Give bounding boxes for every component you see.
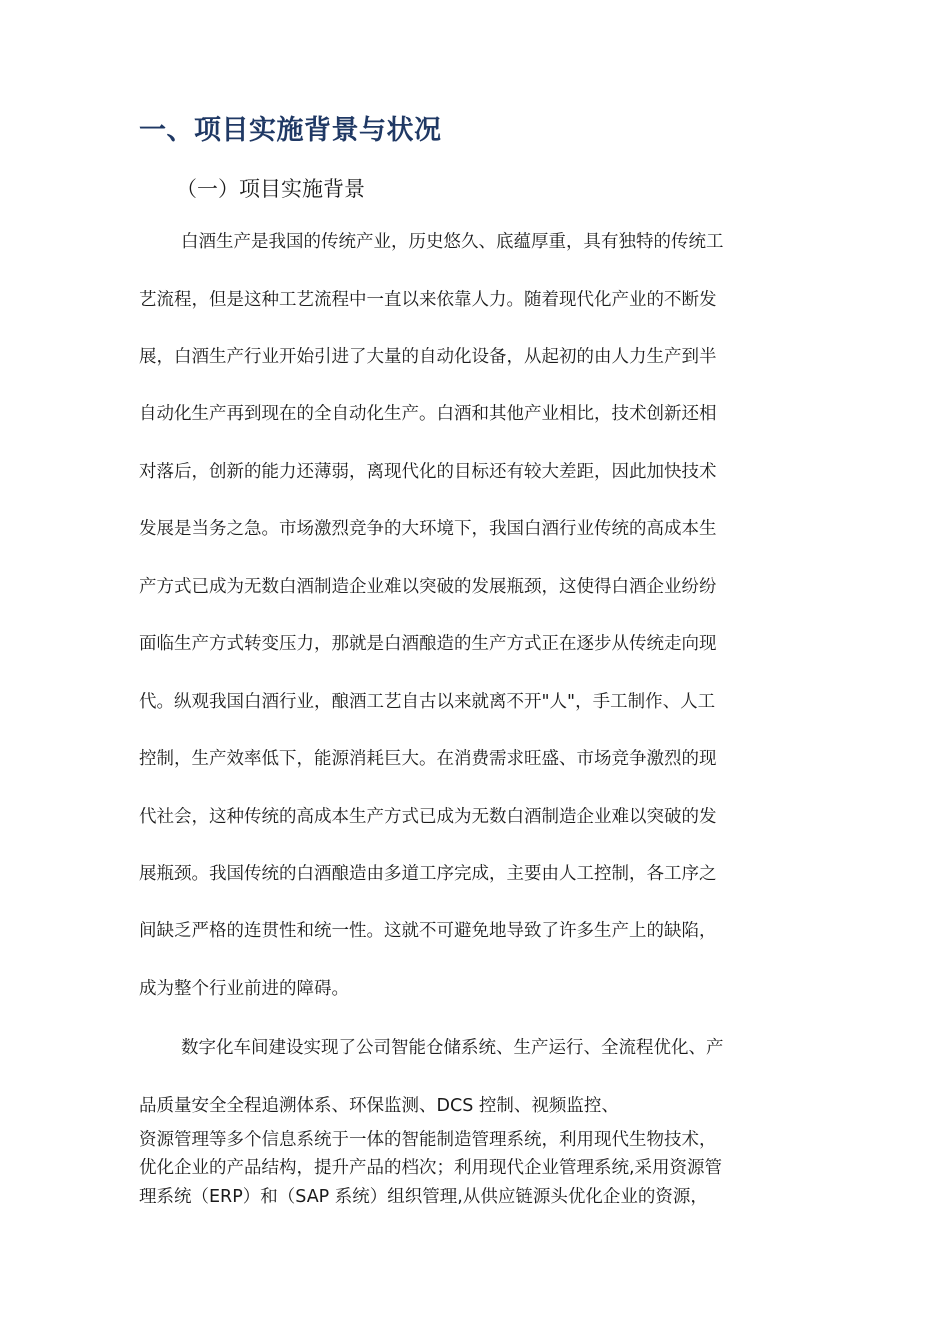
- paragraph-line: 代社会，这种传统的高成本生产方式已成为无数白酒制造企业难以突破的发: [139, 807, 717, 827]
- paragraph-line: 品质量安全全程追溯体系、环保监测、DCS 控制、视频监控、: [139, 1096, 619, 1116]
- paragraph-line: 白酒生产是我国的传统产业，历史悠久、底蕴厚重，具有独特的传统工: [181, 232, 724, 252]
- paragraph-line: 间缺乏严格的连贯性和统一性。这就不可避免地导致了许多生产上的缺陷，: [139, 921, 717, 941]
- paragraph-line: 展瓶颈。我国传统的白酒酿造由多道工序完成，主要由人工控制，各工序之: [139, 864, 717, 884]
- paragraph-line: 理系统（ERP）和（SAP 系统）组织管理,从供应链源头优化企业的资源，: [139, 1187, 708, 1207]
- paragraph-line: 对落后，创新的能力还薄弱，离现代化的目标还有较大差距，因此加快技术: [139, 462, 717, 482]
- paragraph-line: 产方式已成为无数白酒制造企业难以突破的发展瓶颈，这使得白酒企业纷纷: [139, 577, 717, 597]
- paragraph-line: 成为整个行业前进的障碍。: [139, 979, 349, 999]
- paragraph-line: 控制，生产效率低下，能源消耗巨大。在消费需求旺盛、市场竞争激烈的现: [139, 749, 717, 769]
- paragraph-line: 资源管理等多个信息系统于一体的智能制造管理系统，利用现代生物技术，: [139, 1130, 717, 1150]
- paragraph-line: 数字化车间建设实现了公司智能仓储系统、生产运行、全流程优化、产: [181, 1038, 724, 1058]
- paragraph-line: 面临生产方式转变压力，那就是白酒酿造的生产方式正在逐步从传统走向现: [139, 634, 717, 654]
- paragraph-line: 展，白酒生产行业开始引进了大量的自动化设备，从起初的由人力生产到半: [139, 347, 717, 367]
- paragraph-line: 代。纵观我国白酒行业，酿酒工艺自古以来就离不开"人"，手工制作、人工: [139, 692, 716, 712]
- paragraph-line: 艺流程，但是这种工艺流程中一直以来依靠人力。随着现代化产业的不断发: [139, 290, 717, 310]
- paragraph-line: 发展是当务之急。市场激烈竞争的大环境下，我国白酒行业传统的高成本生: [139, 519, 717, 539]
- paragraph-line: 自动化生产再到现在的全自动化生产。白酒和其他产业相比，技术创新还相: [139, 404, 717, 424]
- section-heading: 一、项目实施背景与状况: [139, 115, 442, 146]
- paragraph-line: 优化企业的产品结构，提升产品的档次；利用现代企业管理系统,采用资源管: [139, 1158, 723, 1178]
- subsection-heading: （一）项目实施背景: [176, 177, 365, 201]
